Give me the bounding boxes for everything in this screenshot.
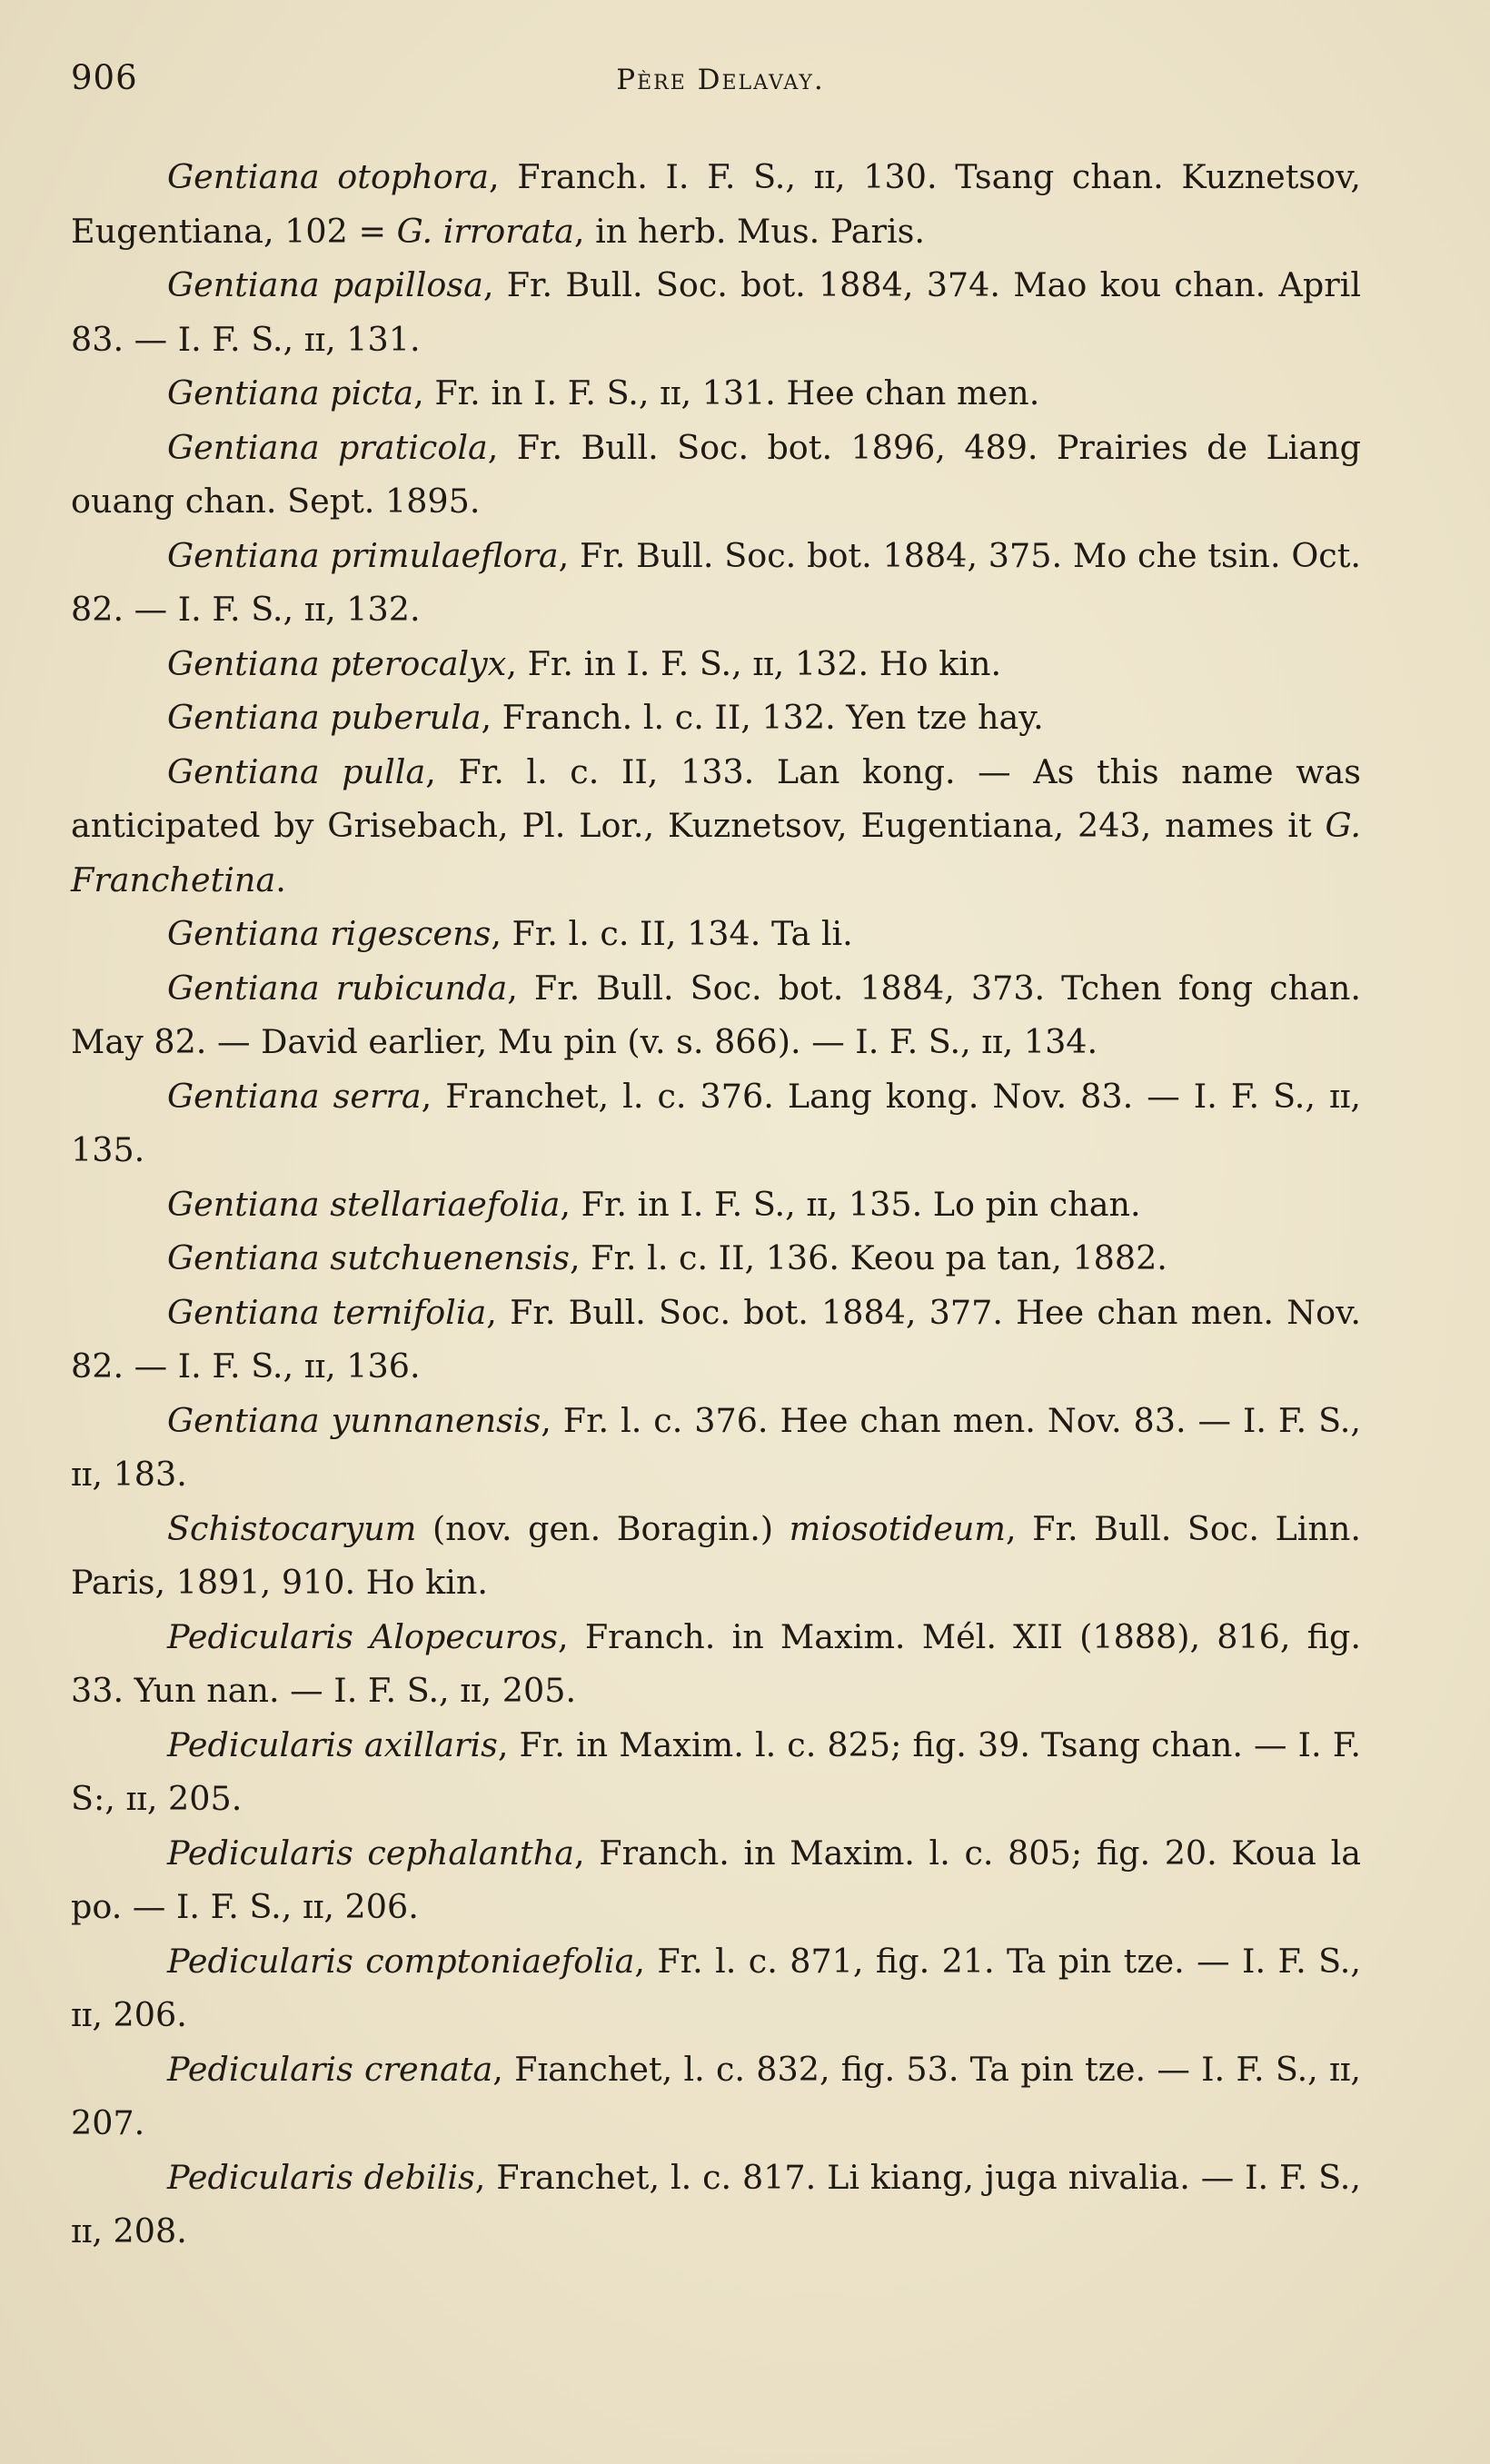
genus-name: Schistocaryum — [167, 1508, 417, 1548]
species-name: Gentiana puberula — [167, 698, 482, 737]
list-item — [71, 1610, 1361, 1718]
citation-text: , Franch. l. c. II, 132. Yen tze hay. — [481, 698, 1044, 737]
list-item — [71, 1069, 1361, 1177]
species-name: Gentiana ternifolia — [167, 1292, 487, 1332]
list-item — [71, 1394, 1361, 1502]
species-name: Pedicularis cephalantha — [167, 1833, 574, 1873]
list-item — [71, 1286, 1361, 1394]
citation-text: , Fr. Bull. Soc. bot. 1896, 489. Prairies de Liang ouang chan. Sept. 1895. — [71, 427, 1361, 521]
list-item — [71, 745, 1361, 908]
synonym-name: G. Franchetina — [71, 806, 1361, 899]
species-name: Gentiana otophora — [167, 157, 489, 196]
synonym-name: G. irrorata — [396, 211, 574, 251]
species-name: Gentiana yunnanensis — [167, 1400, 541, 1440]
citation-text: , Fr. l. c. II, 133. Lan kong. — As this name was anticipated by Grisebach, Pl. Lor., Kuznetsov, Eugentiana, 243, names it — [71, 751, 1361, 845]
species-name: Pedicularis debilis — [167, 2157, 475, 2197]
list-item — [71, 2151, 1361, 2259]
list-item — [71, 421, 1361, 529]
citation-text: , Fr. l. c. II, 136. Keou pa tan, 1882. — [569, 1238, 1167, 1277]
species-name: Gentiana serra — [167, 1076, 422, 1116]
citation-text: , Fr. in Maxim. l. c. 825; fig. 39. Tsang chan. — I. F. S:, ɪɪ, 205. — [71, 1724, 1361, 1818]
list-item — [71, 691, 1361, 745]
list-item — [71, 2042, 1361, 2151]
page-number: 906 — [71, 58, 138, 97]
species-name: Pedicularis Alopecuros — [167, 1616, 559, 1656]
list-item — [71, 1934, 1361, 2042]
citation-text: (nov. gen. Boragin.) — [416, 1508, 790, 1548]
citation-text: , Franch. in Maxim. l. c. 805; fig. 20. Koua la po. — I. F. S., ɪɪ, 206. — [71, 1833, 1361, 1926]
species-name: Gentiana sutchuenensis — [167, 1238, 570, 1277]
citation-text: , Fr. Bull. Soc. Linn. Paris, 1891, 910. Ho kin. — [71, 1508, 1361, 1602]
list-item — [71, 907, 1361, 961]
citation-text: , Fr. l. c. 376. Hee chan men. Nov. 83. — I. F. S., ɪɪ, 183. — [71, 1400, 1361, 1494]
citation-text: , Fr. l. c. II, 134. Ta li. — [491, 914, 853, 953]
species-name: Gentiana pterocalyx — [167, 643, 507, 683]
citation-text: , Fr. in I. F. S., ɪɪ, 132. Ho kin. — [506, 643, 1002, 683]
citation-text: , Fr. Bull. Soc. bot. 1884, 377. Hee chan men. Nov. 82. — I. F. S., ɪɪ, 136. — [71, 1292, 1361, 1386]
species-name: Gentiana papillosa — [167, 265, 483, 304]
citation-text: , Franchet, l. c. 817. Li kiang, juga nivalia. — I. F. S., ɪɪ, 208. — [71, 2157, 1361, 2250]
citation-text: , Fr. l. c. 871, fig. 21. Ta pin tze. — I. F. S., ɪɪ, 206. — [71, 1941, 1361, 2034]
species-name: Pedicularis crenata — [167, 2049, 493, 2089]
list-item — [71, 1502, 1361, 1610]
list-item — [71, 366, 1361, 421]
list-item — [71, 529, 1361, 637]
species-list — [71, 150, 1361, 2259]
citation-text: , Fr. Bull. Soc. bot. 1884, 373. Tchen fong chan. May 82. — David earlier, Mu pin (v. s. 866). — I. F. S., ɪɪ, 134. — [71, 968, 1361, 1061]
running-title: Père Delavay. — [616, 64, 825, 96]
species-name: Gentiana primulaeflora — [167, 535, 559, 575]
citation-text: , Fr. Bull. Soc. bot. 1884, 375. Mo che tsin. Oct. 82. — I. F. S., ɪɪ, 132. — [71, 535, 1361, 629]
species-name: Gentiana rigescens — [167, 914, 492, 953]
citation-text: , in herb. Mus. Paris. — [573, 211, 925, 251]
species-name: Pedicularis comptoniaefolia — [167, 1941, 635, 1981]
list-item — [71, 1231, 1361, 1286]
list-item — [71, 1177, 1361, 1232]
list-item — [71, 961, 1361, 1069]
citation-text: , Fr. in I. F. S., ɪɪ, 135. Lo pin chan. — [560, 1184, 1141, 1224]
species-name: Gentiana picta — [167, 373, 414, 412]
species-name: Gentiana stellariaefolia — [167, 1184, 561, 1224]
species-epithet: miosotideum — [789, 1508, 1007, 1548]
page-header — [71, 58, 1370, 113]
species-name: Pedicularis axillaris — [167, 1724, 498, 1764]
species-name: Gentiana pulla — [167, 751, 426, 791]
list-item — [71, 150, 1361, 258]
list-item — [71, 637, 1361, 691]
citation-text: , Franch. I. F. S., ɪɪ, 130. Tsang chan. Kuznetsov, Eugentiana, 102 = — [71, 157, 1361, 251]
citation-text: , Franchet, l. c. 376. Lang kong. Nov. 83. — I. F. S., ɪɪ, 135. — [71, 1076, 1361, 1169]
citation-text: . — [275, 859, 286, 899]
citation-text: , Fr. in I. F. S., ɪɪ, 131. Hee chan men. — [413, 373, 1040, 412]
species-name: Gentiana rubicunda — [167, 968, 508, 1008]
citation-text: , Fɪanchet, l. c. 832, fig. 53. Ta pin tze. — I. F. S., ɪɪ, 207. — [71, 2049, 1361, 2142]
list-item — [71, 258, 1361, 366]
citation-text: , Franch. in Maxim. Mél. XII (1888), 816, fig. 33. Yun nan. — I. F. S., ɪɪ, 205. — [71, 1616, 1361, 1710]
list-item — [71, 1718, 1361, 1826]
species-name: Gentiana praticola — [167, 427, 488, 467]
list-item — [71, 1826, 1361, 1934]
citation-text: , Fr. Bull. Soc. bot. 1884, 374. Mao kou chan. April 83. — I. F. S., ɪɪ, 131. — [71, 265, 1361, 359]
